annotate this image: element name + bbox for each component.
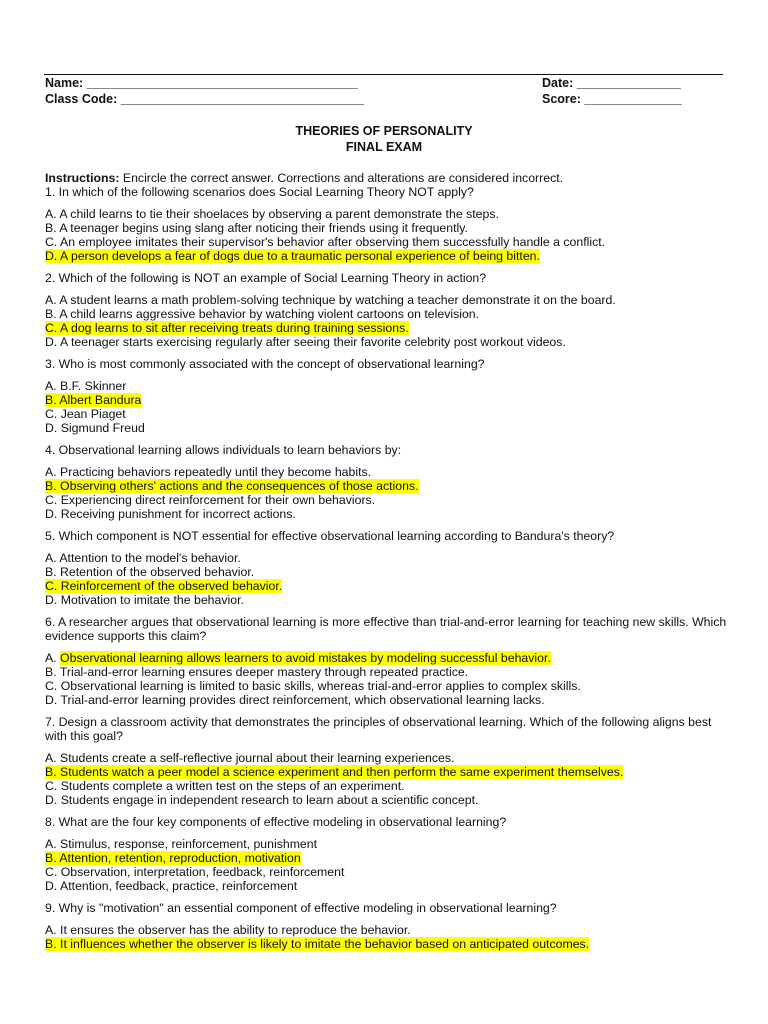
highlighted-answer: C. Reinforcement of the observed behavior. [45,579,283,593]
choice-text: D. Motivation to imitate the behavior. [45,593,244,607]
question-4 [45,443,730,521]
question-1 [45,185,730,263]
question-stem: 6. A researcher argues that observational learning is more effective than trial-and-error learning for teaching new skills. Which evidence supports this claim? [45,615,727,643]
highlighted-answer: D. A person develops a fear of dogs due to a traumatic personal experience of being bitten. [45,249,540,263]
answer-choice[interactable] [45,779,730,793]
answer-choice[interactable] [45,407,730,421]
choice-list [45,465,730,521]
answer-choice[interactable] [45,207,730,221]
question-stem: 2. Which of the following is NOT an example of Social Learning Theory in action? [45,271,487,285]
answer-choice[interactable] [45,665,730,679]
answer-choice[interactable] [45,421,730,435]
choice-list [45,293,730,349]
score-field [542,92,682,106]
instructions-text: Encircle the correct answer. Corrections and alterations are considered incorrect. [119,171,564,185]
answer-choice[interactable] [45,335,730,349]
answer-choice[interactable] [45,465,730,479]
answer-choice[interactable] [45,221,730,235]
highlighted-answer: B. Observing others' actions and the consequences of those actions. [45,479,419,493]
choice-text: A. B.F. Skinner [45,379,127,393]
choice-list [45,837,730,893]
choice-list [45,923,730,951]
choice-list [45,651,730,707]
highlighted-answer: B. Albert Bandura [45,393,142,407]
answer-choice[interactable] [45,651,730,665]
answer-choice[interactable] [45,307,730,321]
answer-choice[interactable] [45,923,730,937]
choice-list [45,751,730,807]
choice-list [45,551,730,607]
answer-choice[interactable] [45,493,730,507]
answer-choice[interactable] [45,479,730,493]
question-list [45,185,730,951]
answer-choice[interactable] [45,851,730,865]
choice-text: A. Students create a self-reflective journal about their learning experiences. [45,751,455,765]
choice-text: D. Trial-and-error learning provides direct reinforcement, which observational learning lacks. [45,693,545,707]
score-label: Score: [542,92,585,106]
choice-text: D. Sigmund Freud [45,421,145,435]
answer-choice[interactable] [45,593,730,607]
question-stem: 8. What are the four key components of effective modeling in observational learning? [45,815,507,829]
choice-text: A. Attention to the model's behavior. [45,551,241,565]
class-code-line: ___________________________________ [120,92,365,106]
choice-text: B. A child learns aggressive behavior by watching violent cartoons on television. [45,307,480,321]
choice-text: C. An employee imitates their supervisor's behavior after observing them successfully handle a conflict. [45,235,606,249]
answer-choice[interactable] [45,793,730,807]
question-stem: 3. Who is most commonly associated with the concept of observational learning? [45,357,485,371]
score-line: ______________ [584,92,682,106]
question-5 [45,529,730,607]
exam-content [45,171,730,959]
choice-text: A. A student learns a math problem-solving technique by watching a teacher demonstrate it on the board. [45,293,616,307]
choice-text: A. A child learns to tie their shoelaces by observing a parent demonstrate the steps. [45,207,499,221]
choice-text: B. Trial-and-error learning ensures deeper mastery through repeated practice. [45,665,469,679]
answer-choice[interactable] [45,751,730,765]
name-label: Name: [45,76,87,90]
question-stem: 4. Observational learning allows individuals to learn behaviors by: [45,443,402,457]
choice-text: C. Observational learning is limited to basic skills, whereas trial-and-error applies to complex skills. [45,679,581,693]
choice-text: B. Retention of the observed behavior. [45,565,255,579]
answer-choice[interactable] [45,249,730,263]
question-9 [45,901,730,951]
question-8 [45,815,730,893]
header-rule [44,74,723,75]
name-line: _______________________________________ [86,76,358,90]
answer-choice[interactable] [45,693,730,707]
class-code-label: Class Code: [45,92,121,106]
class-code-field [45,92,364,106]
highlighted-answer: B. Attention, retention, reproduction, motivation [45,851,301,865]
answer-choice[interactable] [45,879,730,893]
choice-text: D. Students engage in independent research to learn about a scientific concept. [45,793,479,807]
choice-text: A. It ensures the observer has the ability to reproduce the behavior. [45,923,411,937]
answer-choice[interactable] [45,507,730,521]
instructions [45,171,730,185]
highlighted-answer: Observational learning allows learners to avoid mistakes by modeling successful behavior. [60,651,551,665]
choice-prefix: A. [45,651,61,665]
question-6 [45,615,730,707]
answer-choice[interactable] [45,293,730,307]
question-stem: 1. In which of the following scenarios does Social Learning Theory NOT apply? [45,185,474,199]
choice-text: D. Receiving punishment for incorrect actions. [45,507,296,521]
choice-text: C. Observation, interpretation, feedback, reinforcement [45,865,345,879]
choice-text: A. Stimulus, response, reinforcement, punishment [45,837,318,851]
answer-choice[interactable] [45,379,730,393]
choice-text: C. Students complete a written test on the steps of an experiment. [45,779,405,793]
choice-text: B. A teenager begins using slang after noticing their friends using it frequently. [45,221,468,235]
question-stem: 5. Which component is NOT essential for effective observational learning according to Bandura's theory? [45,529,615,543]
highlighted-answer: C. A dog learns to sit after receiving treats during training sessions. [45,321,409,335]
question-stem: 9. Why is "motivation" an essential component of effective modeling in observational learning? [45,901,557,915]
choice-text: C. Jean Piaget [45,407,126,421]
choice-text: D. A teenager starts exercising regularly after seeing their favorite celebrity post workout videos. [45,335,566,349]
answer-choice[interactable] [45,865,730,879]
answer-choice[interactable] [45,565,730,579]
name-field [45,76,358,90]
date-field [542,76,681,90]
answer-choice[interactable] [45,393,730,407]
question-stem: 7. Design a classroom activity that demonstrates the principles of observational learning. Which of the following aligns best with this goal? [45,715,712,743]
answer-choice[interactable] [45,235,730,249]
answer-choice[interactable] [45,321,730,335]
choice-text: A. Practicing behaviors repeatedly until they become habits. [45,465,372,479]
question-7 [45,715,730,807]
choice-text: D. Attention, feedback, practice, reinforcement [45,879,298,893]
highlighted-answer: B. Students watch a peer model a science experiment and then perform the same experiment themselves. [45,765,624,779]
answer-choice[interactable] [45,765,730,779]
date-label: Date: [542,76,577,90]
answer-choice[interactable] [45,937,730,951]
question-2 [45,271,730,349]
highlighted-answer: B. It influences whether the observer is likely to imitate the behavior based on anticipated outcomes. [45,937,590,951]
exam-title: FINAL EXAM [345,140,423,154]
answer-choice[interactable] [45,679,730,693]
choice-list [45,379,730,435]
date-line: _______________ [576,76,682,90]
course-title: THEORIES OF PERSONALITY [295,124,473,138]
answer-choice[interactable] [45,551,730,565]
instructions-label: Instructions: [45,171,120,185]
choice-list [45,207,730,263]
answer-choice[interactable] [45,579,730,593]
question-3 [45,357,730,435]
choice-text: C. Experiencing direct reinforcement for their own behaviors. [45,493,376,507]
answer-choice[interactable] [45,837,730,851]
